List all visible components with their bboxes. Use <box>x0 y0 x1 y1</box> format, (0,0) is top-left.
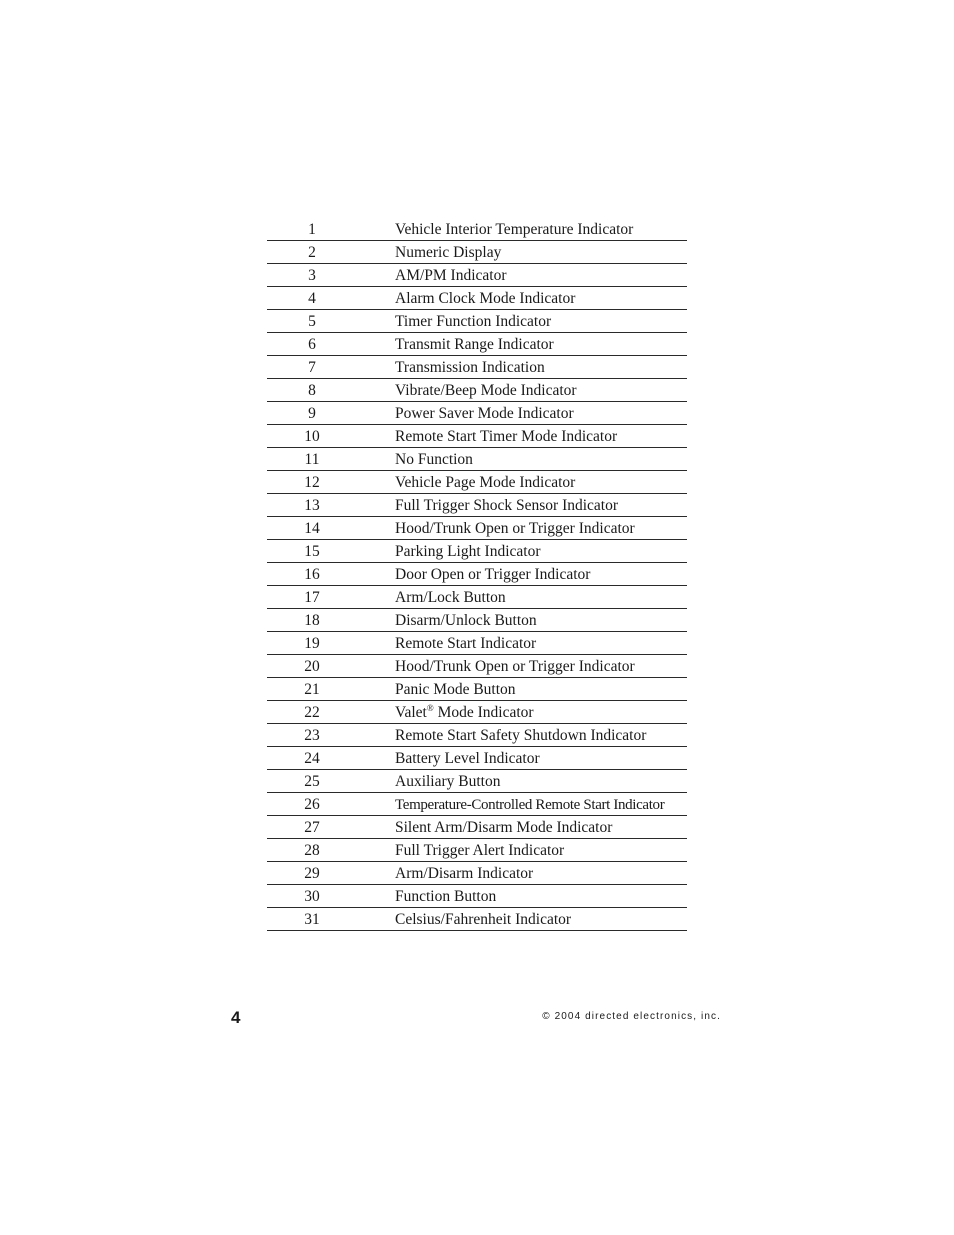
table-row <box>267 379 687 402</box>
legend-number: 4 <box>308 290 316 307</box>
legend-label: Vibrate/Beep Mode Indicator <box>395 382 577 399</box>
legend-label: Transmission Indication <box>395 359 545 376</box>
legend-label: Disarm/Unlock Button <box>395 612 537 629</box>
table-row <box>267 494 687 517</box>
legend-label: Battery Level Indicator <box>395 750 540 767</box>
legend-number: 16 <box>304 566 320 583</box>
legend-label: Vehicle Page Mode Indicator <box>395 474 576 491</box>
table-row <box>267 839 687 862</box>
legend-label: Full Trigger Shock Sensor Indicator <box>395 497 619 514</box>
legend-number: 13 <box>304 497 320 514</box>
legend-label: Hood/Trunk Open or Trigger Indicator <box>395 658 635 675</box>
legend-number: 29 <box>304 865 320 882</box>
legend-number: 20 <box>304 658 320 675</box>
legend-label: No Function <box>395 451 473 468</box>
legend-number: 3 <box>308 267 316 284</box>
legend-label: Power Saver Mode Indicator <box>395 405 574 422</box>
legend-table <box>267 218 687 931</box>
legend-number: 25 <box>304 773 320 790</box>
registered-mark: ® <box>426 702 434 713</box>
table-row <box>267 609 687 632</box>
legend-label: Parking Light Indicator <box>395 543 541 560</box>
legend-number: 28 <box>304 842 320 859</box>
table-row <box>267 678 687 701</box>
legend-label: Arm/Disarm Indicator <box>395 865 534 882</box>
legend-number: 19 <box>304 635 320 652</box>
table-row <box>267 586 687 609</box>
table-row <box>267 655 687 678</box>
legend-number: 12 <box>304 474 320 491</box>
legend-label: Remote Start Safety Shutdown Indicator <box>395 727 647 744</box>
legend-number: 27 <box>304 819 320 836</box>
legend-number: 30 <box>304 888 320 905</box>
legend-number: 18 <box>304 612 320 629</box>
table-row <box>267 885 687 908</box>
table-row <box>267 287 687 310</box>
legend-label-prefix: Valet <box>395 704 427 721</box>
legend-number: 11 <box>304 451 320 468</box>
table-row <box>267 333 687 356</box>
table-row <box>267 540 687 563</box>
legend-label: Temperature-Controlled Remote Start Indicator <box>395 797 665 813</box>
table-row <box>267 425 687 448</box>
legend-label: Silent Arm/Disarm Mode Indicator <box>395 819 613 836</box>
legend-number: 7 <box>308 359 316 376</box>
legend-number: 31 <box>304 911 320 928</box>
table-row <box>267 701 687 724</box>
legend-label: Numeric Display <box>395 244 502 261</box>
legend-label: Alarm Clock Mode Indicator <box>395 290 576 307</box>
legend-number: 8 <box>308 382 316 399</box>
table-row <box>267 402 687 425</box>
table-row <box>267 747 687 770</box>
legend-number: 6 <box>308 336 316 353</box>
legend-number: 26 <box>304 796 320 813</box>
legend-number: 2 <box>308 244 316 261</box>
table-row <box>267 770 687 793</box>
table-row <box>267 862 687 885</box>
legend-number: 17 <box>304 589 320 606</box>
legend-label: Auxiliary Button <box>395 773 501 790</box>
legend-number: 23 <box>304 727 320 744</box>
legend-label: Timer Function Indicator <box>395 313 552 330</box>
legend-label: Celsius/Fahrenheit Indicator <box>395 911 572 928</box>
table-row <box>267 563 687 586</box>
table-row <box>267 816 687 839</box>
legend-label: Remote Start Indicator <box>395 635 537 652</box>
table-row <box>267 241 687 264</box>
legend-label: Panic Mode Button <box>395 681 516 698</box>
legend-number: 9 <box>308 405 316 422</box>
table-row <box>267 724 687 747</box>
legend-label: Hood/Trunk Open or Trigger Indicator <box>395 520 635 537</box>
table-row <box>267 264 687 287</box>
table-row <box>267 218 687 241</box>
table-row <box>267 310 687 333</box>
copyright-notice: © 2004 directed electronics, inc. <box>542 1011 721 1022</box>
table-row <box>267 908 687 931</box>
table-row <box>267 356 687 379</box>
legend-label: Full Trigger Alert Indicator <box>395 842 565 859</box>
legend-label: Function Button <box>395 888 497 905</box>
legend-number: 15 <box>304 543 320 560</box>
table-row <box>267 517 687 540</box>
legend-label: Transmit Range Indicator <box>395 336 554 353</box>
legend-label: Remote Start Timer Mode Indicator <box>395 428 618 445</box>
legend-number: 14 <box>304 520 320 537</box>
legend-number: 10 <box>304 428 320 445</box>
legend-number: 21 <box>304 681 320 698</box>
legend-label-suffix: Mode Indicator <box>433 704 534 721</box>
legend-number: 22 <box>304 704 320 721</box>
table-row <box>267 471 687 494</box>
legend-number: 5 <box>308 313 316 330</box>
table-row <box>267 448 687 471</box>
legend-number: 1 <box>308 221 316 238</box>
legend-number: 24 <box>304 750 320 767</box>
legend-label: Door Open or Trigger Indicator <box>395 566 591 583</box>
table-row <box>267 793 687 816</box>
legend-label: AM/PM Indicator <box>395 267 507 284</box>
legend-label: Arm/Lock Button <box>395 589 506 606</box>
legend-label <box>395 704 534 722</box>
page-number: 4 <box>231 1008 241 1027</box>
legend-label: Vehicle Interior Temperature Indicator <box>395 221 634 238</box>
table-row <box>267 632 687 655</box>
